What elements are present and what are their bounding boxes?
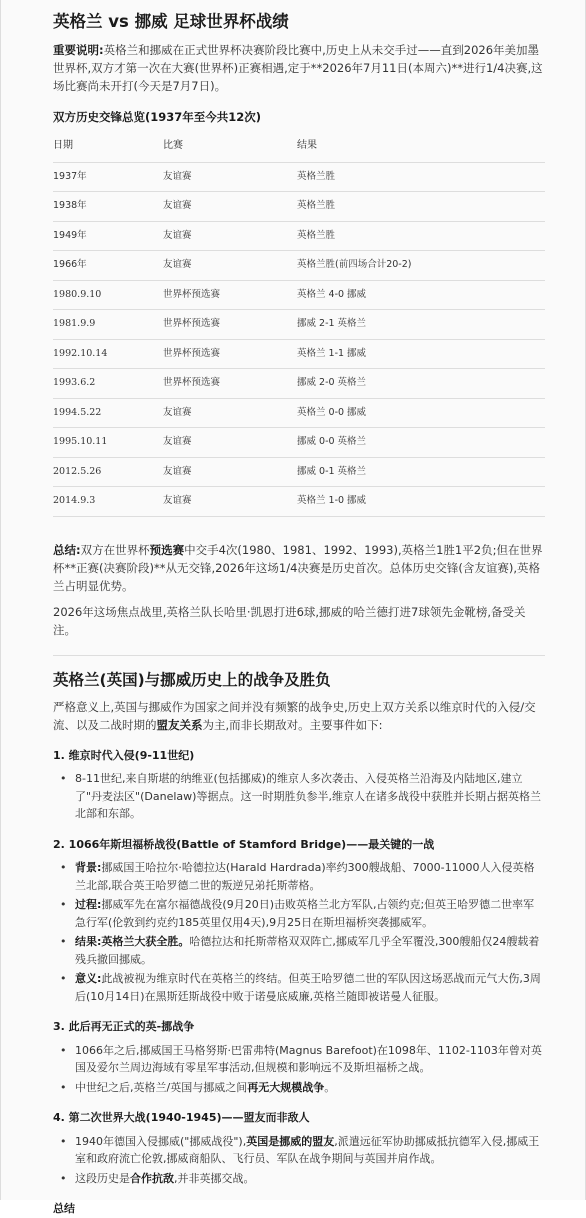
sub3-list [53, 1042, 545, 1097]
cell-match: 世界杯预选赛 [163, 310, 297, 340]
cell-date: 1938年 [53, 192, 163, 222]
item-label: 背景: [75, 861, 102, 875]
list-item [53, 933, 545, 968]
header-result: 结果 [297, 136, 545, 162]
summary-note: 2026年这场焦点战里,英格兰队长哈里·凯恩打进6球,挪威的哈兰德打进7球领先金靴榜,备受关注。 [53, 603, 545, 656]
cell-match: 友谊赛 [163, 428, 297, 458]
cell-result: 挪威 0-1 英格兰 [297, 457, 545, 487]
cell-result: 英格兰胜 [297, 192, 545, 222]
war-intro-bold: 盟友关系 [156, 717, 203, 732]
item-text: 哈德拉达和托斯蒂格双双阵亡,挪威军几乎全军覆没,300艘船仅24艘载着残兵撤回挪威。 [75, 935, 540, 966]
cell-date: 1992.10.14 [53, 339, 163, 369]
final-summary-title: 总结 [53, 1202, 75, 1216]
sub1-list [53, 770, 545, 823]
cell-result: 英格兰 0-0 挪威 [297, 398, 545, 428]
cell-result: 英格兰胜 [297, 221, 545, 251]
table-row [53, 369, 545, 399]
item-bold: 再无大规模战争 [247, 1080, 325, 1094]
item-text: 1940年德国入侵挪威("挪威战役"), [75, 1134, 247, 1148]
item-bold: 合作抗敌 [130, 1171, 174, 1185]
item-tail: ,并非英挪交战。 [174, 1171, 255, 1185]
war-section-title: 英格兰(英国)与挪威历史上的战争及胜负 [53, 670, 331, 689]
sub4-list [53, 1133, 545, 1188]
list-item [53, 896, 545, 931]
table-row [53, 428, 545, 458]
cell-result: 英格兰 4-0 挪威 [297, 280, 545, 310]
cell-match: 友谊赛 [163, 251, 297, 281]
war-intro-b: 为主,而非长期敌对。主要事件如下: [202, 717, 383, 732]
cell-match: 世界杯预选赛 [163, 339, 297, 369]
cell-result: 挪威 0-0 英格兰 [297, 428, 545, 458]
summary-paragraph [53, 541, 545, 595]
summary-label: 总结: [53, 542, 81, 557]
cell-date: 1980.9.10 [53, 280, 163, 310]
cell-match: 世界杯预选赛 [163, 369, 297, 399]
sub4-title: 4. 第二次世界大战(1940-1945)——盟友而非敌人 [53, 1111, 310, 1125]
item-text: 挪威军先在富尔福德战役(9月20日)击败英格兰北方军队,占领约克;但英王哈罗德二世率军急行军(伦敦到约克约185英里仅用4天),9月25日在斯坦福桥突袭挪威军。 [75, 898, 535, 929]
list-item [53, 1133, 545, 1168]
sub2-list [53, 859, 545, 1005]
header-match: 比赛 [163, 136, 297, 162]
cell-match: 友谊赛 [163, 487, 297, 517]
item-text: 这段历史是 [75, 1171, 130, 1185]
history-table-body [53, 162, 545, 516]
summary-text-b: 中交手4次(1980、1981、1992、1993),英格兰1胜1平2负;但在世界杯**正赛(决赛阶段)**从无交锋,2026年这场1/4决赛是历史首次。总体历史交锋(含友谊赛),英格兰占明显优势。 [53, 542, 543, 593]
cell-result: 挪威 2-0 英格兰 [297, 369, 545, 399]
header-date: 日期 [53, 136, 163, 162]
table-row [53, 457, 545, 487]
history-table [53, 136, 545, 517]
cell-match: 世界杯预选赛 [163, 280, 297, 310]
war-intro-a: 严格意义上,英国与挪威作为国家之间并没有频繁的战争史,历史上双方关系以维京时代的入侵/交流、以及二战时期的 [53, 699, 536, 732]
sub2-title: 2. 1066年斯坦福桥战役(Battle of Stamford Bridge)——最关键的一战 [53, 837, 435, 851]
history-heading: 双方历史交锋总览(1937年至今共12次) [53, 110, 262, 125]
table-row [53, 339, 545, 369]
war-intro [53, 698, 545, 734]
list-item: • 8-11世纪,来自斯堪的纳维亚(包括挪威)的维京人多次袭击、入侵英格兰沿海及内陆地区,建立了"丹麦法区"(Danelaw)等据点。这一时期胜负参半,维京人在诸多战役中获胜并长期占据英格兰北部和东部。 [53, 770, 545, 823]
cell-match: 友谊赛 [163, 192, 297, 222]
cell-date: 2012.5.26 [53, 457, 163, 487]
item-tail: ,派遣远征军协助挪威抵抗德军入侵,挪威王室和政府流亡伦敦,挪威商船队、飞行员、军队在战争期间与英国并肩作战。 [75, 1134, 540, 1166]
cell-result: 英格兰 1-0 挪威 [297, 487, 545, 517]
cell-date: 1966年 [53, 251, 163, 281]
cell-date: 1995.10.11 [53, 428, 163, 458]
cell-result: 挪威 2-1 英格兰 [297, 310, 545, 340]
table-row [53, 221, 545, 251]
item-label: 意义: [75, 972, 102, 986]
page-title: 英格兰 vs 挪威 足球世界杯战绩 [53, 12, 289, 31]
table-row [53, 310, 545, 340]
item-tail: 。 [324, 1080, 336, 1094]
intro-paragraph [53, 41, 545, 95]
table-row [53, 398, 545, 428]
sub3-title: 3. 此后再无正式的英-挪战争 [53, 1020, 195, 1034]
item-label: 过程: [75, 898, 102, 912]
table-row [53, 251, 545, 281]
cell-result: 英格兰 1-1 挪威 [297, 339, 545, 369]
table-header-row [53, 136, 545, 162]
cell-date: 1937年 [53, 162, 163, 192]
document-content [1, 0, 585, 1218]
item-text: 中世纪之后,英格兰/英国与挪威之间 [75, 1080, 248, 1094]
intro-lead-label: 重要说明: [53, 43, 104, 58]
cell-date: 1981.9.9 [53, 310, 163, 340]
list-item [53, 1042, 545, 1077]
cell-result: 英格兰胜(前四场合计20-2) [297, 251, 545, 281]
item-text: 1066年之后,挪威国王马格努斯·巴雷弗特(Magnus Barefoot)在1098年、1102-1103年曾对英国及爱尔兰周边海域有零星军事活动,但规模和影响远不及斯坦福桥之战。 [75, 1043, 542, 1075]
table-row [53, 487, 545, 517]
table-row [53, 280, 545, 310]
cell-date: 1994.5.22 [53, 398, 163, 428]
cell-match: 友谊赛 [163, 162, 297, 192]
list-item [53, 859, 545, 894]
item-text: 挪威国王哈拉尔·哈德拉达(Harald Hardrada)率约300艘战船、7000-11000人入侵英格兰北部,联合英王哈罗德二世的叛逆兄弟托斯蒂格。 [75, 861, 535, 892]
summary-bold-a: 预选赛 [149, 542, 185, 557]
cell-result: 英格兰胜 [297, 162, 545, 192]
item-text: 此战被视为维京时代在英格兰的终结。但英王哈罗德二世的军队因这场恶战而元气大伤,3周后(10月14日)在黑斯廷斯战役中败于诺曼底威廉,英格兰随即被诺曼人征服。 [75, 972, 541, 1003]
sub1-title: 1. 维京时代入侵(9-11世纪) [53, 748, 195, 762]
cell-match: 友谊赛 [163, 398, 297, 428]
cell-match: 友谊赛 [163, 457, 297, 487]
item-label: 结果:英格兰大获全胜。 [75, 935, 190, 949]
cell-date: 2014.9.3 [53, 487, 163, 517]
cell-date: 1949年 [53, 221, 163, 251]
summary-text-a: 双方在世界杯 [80, 542, 150, 557]
cell-match: 友谊赛 [163, 221, 297, 251]
table-row [53, 162, 545, 192]
item-bold: 英国是挪威的盟友 [246, 1134, 335, 1148]
table-row [53, 192, 545, 222]
cell-date: 1993.6.2 [53, 369, 163, 399]
list-item [53, 1079, 545, 1097]
list-item [53, 970, 545, 1005]
list-item [53, 1170, 545, 1188]
intro-text: 英格兰和挪威在正式世界杯决赛阶段比赛中,历史上从未交手过——直到2026年美加墨世界杯,双方才第一次在大赛(世界杯)正赛相遇,定于**2026年7月11日(本周六)**进行1/4决赛,这场比赛尚未开打(今天是7月7日)。 [53, 43, 543, 94]
